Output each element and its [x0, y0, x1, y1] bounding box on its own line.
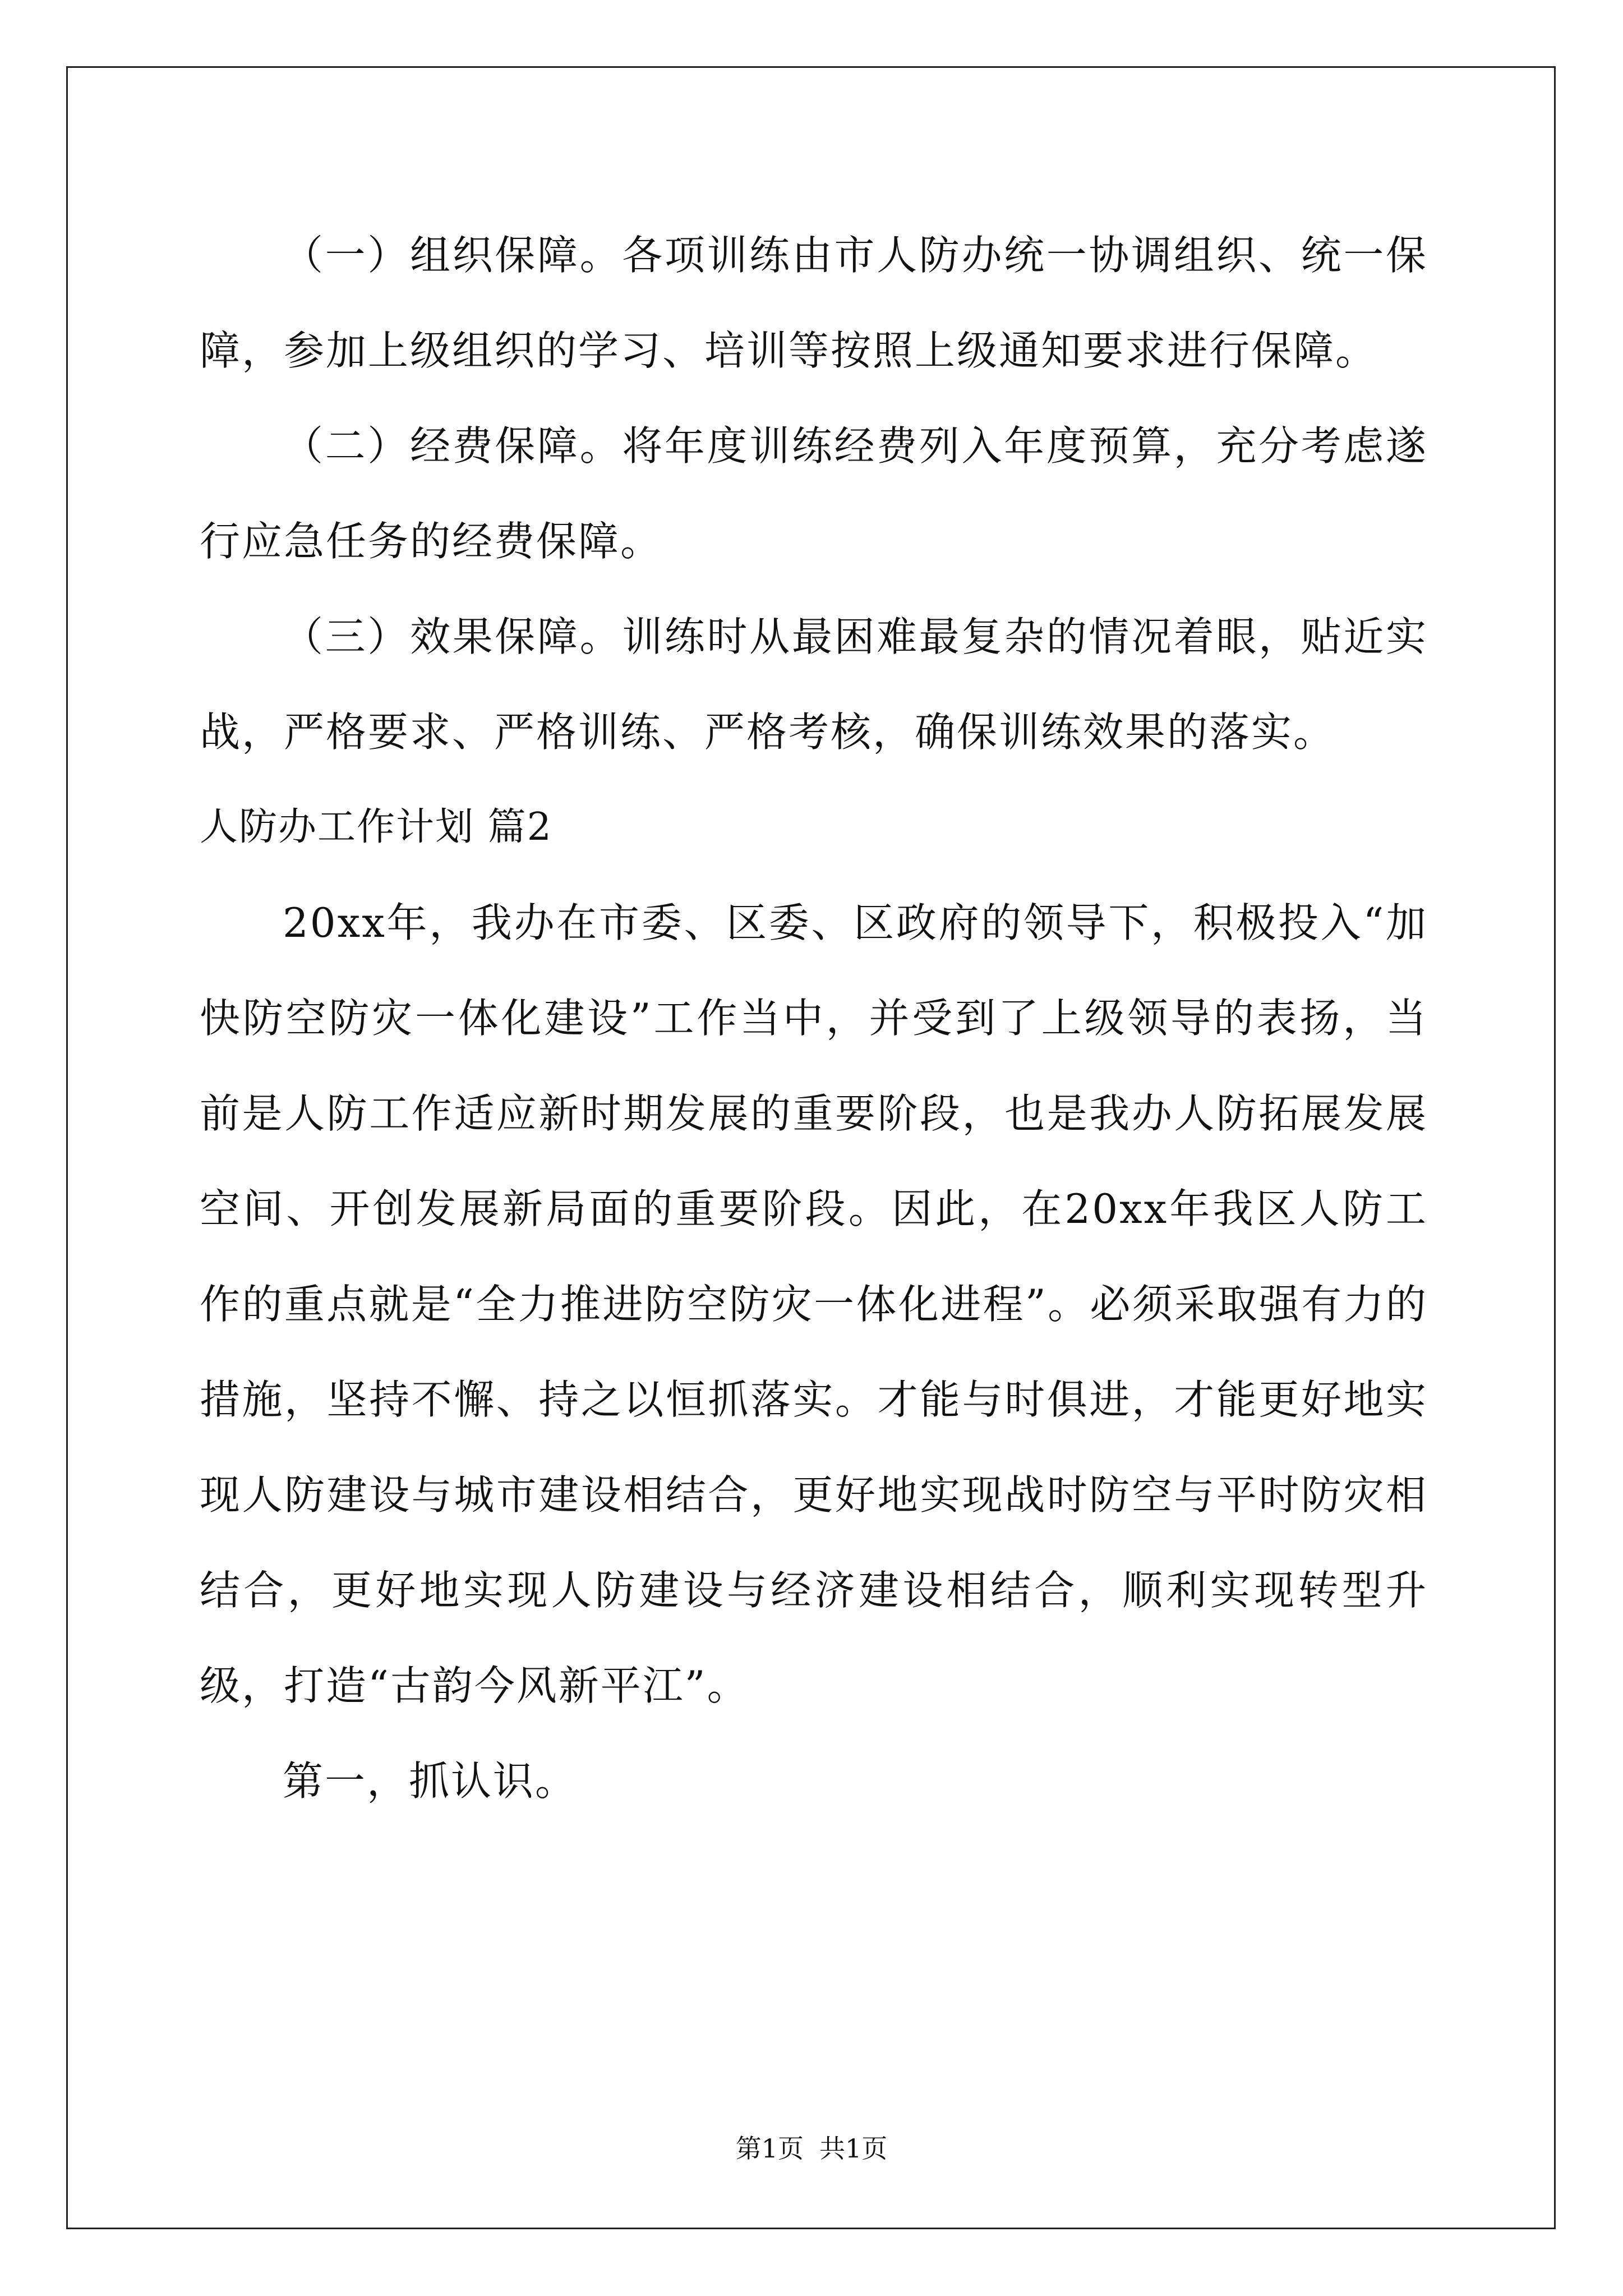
paragraph-intro: 20xx年，我办在市委、区委、区政府的领导下，积极投入“加快防空防灾一体化建设”工作当中，并受到了上级领导的表扬，当前是人防工作适应新时期发展的重要阶段，也是我办人防拓展发展空间、开创发展新局面的重要阶段。因此，在20xx年我区人防工作的重点就是“全力推进防空防灾一体化进程”。必须采取强有力的措施，坚持不懈、持之以恒抓落实。才能与时俱进，才能更好地实现人防建设与城市建设相结合，更好地实现战时防空与平时防灾相结合，更好地实现人防建设与经济建设相结合，顺利实现转型升级，打造“古韵今风新平江”。: [200, 899, 1428, 1709]
paragraph-organization-guarantee: （一）组织保障。各项训练由市人防办统一协调组织、统一保障，参加上级组织的学习、培训等按照上级通知要求进行保障。: [200, 232, 1428, 374]
page-number-total: 共1页: [819, 2133, 888, 2164]
section-heading: 人防办工作计划 篇2: [200, 805, 552, 849]
page-footer: [0, 2132, 1623, 2165]
document-body: [200, 208, 1428, 1829]
page-number-current: 第1页: [735, 2133, 804, 2164]
paragraph-effect-guarantee: （三）效果保障。训练时从最困难最复杂的情况着眼，贴近实战，严格要求、严格训练、严格考核，确保训练效果的落实。: [200, 613, 1428, 756]
paragraph-first-point: 第一，抓认识。: [283, 1757, 578, 1805]
paragraph-funding-guarantee: （二）经费保障。将年度训练经费列入年度预算，充分考虑遂行应急任务的经费保障。: [200, 422, 1428, 565]
